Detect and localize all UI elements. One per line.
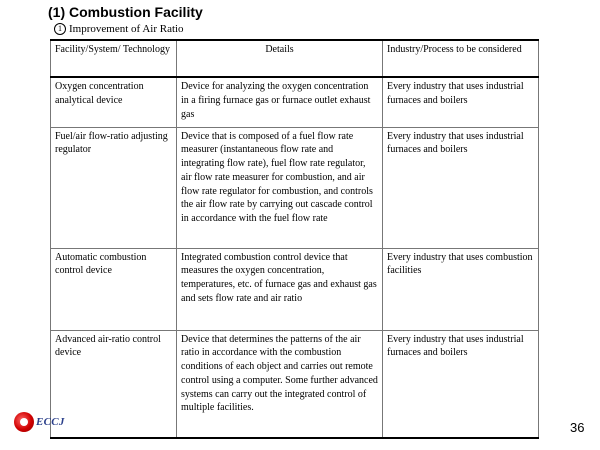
- industry-cell: Every industry that uses industrial furnaces and boilers: [383, 330, 539, 438]
- industry-cell: Every industry that uses combustion facilities: [383, 248, 539, 330]
- details-cell: Integrated combustion control device that measures the oxygen concentration, temperatures, etc. of furnace gas and exhaust gas and sets flow rate and air ratio: [177, 248, 383, 330]
- table-row: [51, 77, 539, 127]
- subtitle-text: Improvement of Air Ratio: [69, 23, 184, 35]
- facility-cell: Automatic combustion control device: [51, 248, 177, 330]
- details-cell: Device for analyzing the oxygen concentration in a firing furnace gas or furnace outlet exhaust gas: [177, 77, 383, 127]
- facility-cell: Fuel/air flow-ratio adjusting regulator: [51, 127, 177, 248]
- facility-cell: Advanced air-ratio control device: [51, 330, 177, 438]
- industry-cell: Every industry that uses industrial furnaces and boilers: [383, 127, 539, 248]
- details-cell: Device that determines the patterns of the air ratio in accordance with the combustion conditions of each object and carries out remote control using a computer. Some further advanced systems can carry out the integrated control of multiple facilities.: [177, 330, 383, 438]
- header-industry: Industry/Process to be considered: [383, 40, 539, 77]
- table-row: [51, 330, 539, 438]
- header-facility: Facility/System/ Technology: [51, 40, 177, 77]
- table-header-row: [51, 40, 539, 77]
- page-title: (1) Combustion Facility: [48, 4, 203, 20]
- eccj-logo: [14, 412, 65, 432]
- eccj-logo-text: ECCJ: [36, 416, 65, 428]
- industry-cell: Every industry that uses industrial furnaces and boilers: [383, 77, 539, 127]
- section-subtitle: [54, 23, 184, 35]
- facility-cell: Oxygen concentration analytical device: [51, 77, 177, 127]
- facility-table: [50, 39, 539, 439]
- details-cell: Device that is composed of a fuel flow rate measurer (instantaneous flow rate and integrating flow rate), fuel flow rate regulator, air flow rate measurer for combustion, and air flow rate regulator for combustion, and controls the air flow rate by carrying out cascade control in accordance with the fuel flow rate: [177, 127, 383, 248]
- table-row: [51, 248, 539, 330]
- circled-number-marker: 1: [54, 23, 66, 35]
- header-details: Details: [177, 40, 383, 77]
- table-row: [51, 127, 539, 248]
- eccj-logo-mark-icon: [14, 412, 34, 432]
- page-number: 36: [570, 420, 585, 435]
